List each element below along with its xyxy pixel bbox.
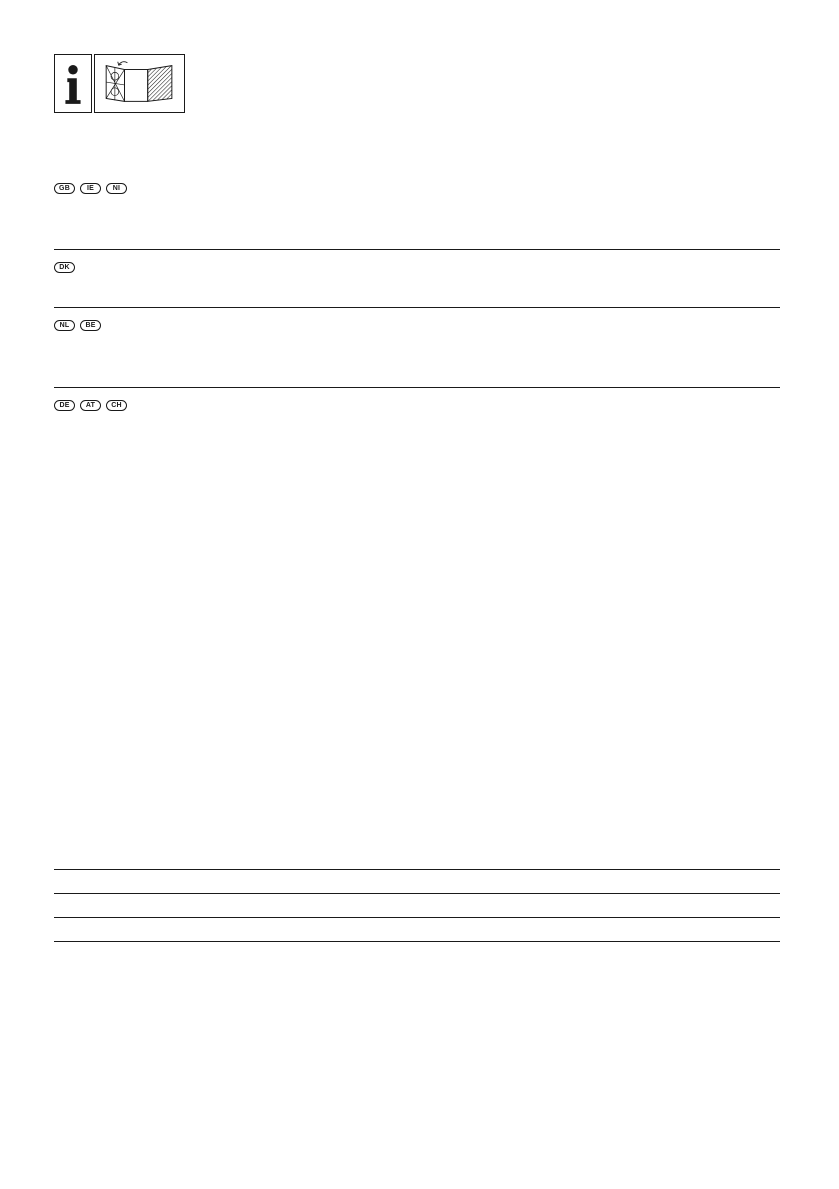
- country-badge-ie: IE: [80, 183, 101, 194]
- info-icon-graphic: [55, 55, 91, 112]
- footer-rule: [54, 869, 780, 870]
- info-icon: [54, 54, 92, 113]
- section-divider: [54, 387, 780, 388]
- country-badge-be: BE: [80, 320, 101, 331]
- footer-rule: [54, 941, 780, 942]
- country-badge-de: DE: [54, 400, 75, 411]
- country-badge-gb: GB: [54, 183, 75, 194]
- language-group-gb-ie-ni: [54, 183, 127, 194]
- country-badge-ni: NI: [106, 183, 127, 194]
- language-group-nl-be: [54, 320, 101, 331]
- section-divider: [54, 249, 780, 250]
- country-badge-ch: CH: [106, 400, 127, 411]
- fold-out-page-graphic: [95, 55, 184, 112]
- footer-rule: [54, 893, 780, 894]
- language-group-dk: [54, 262, 75, 273]
- country-badge-nl: NL: [54, 320, 75, 331]
- country-badge-at: AT: [80, 400, 101, 411]
- country-badge-dk: DK: [54, 262, 75, 273]
- language-group-de-at-ch: [54, 400, 127, 411]
- footer-rule: [54, 917, 780, 918]
- fold-out-page-icon: [94, 54, 185, 113]
- section-divider: [54, 307, 780, 308]
